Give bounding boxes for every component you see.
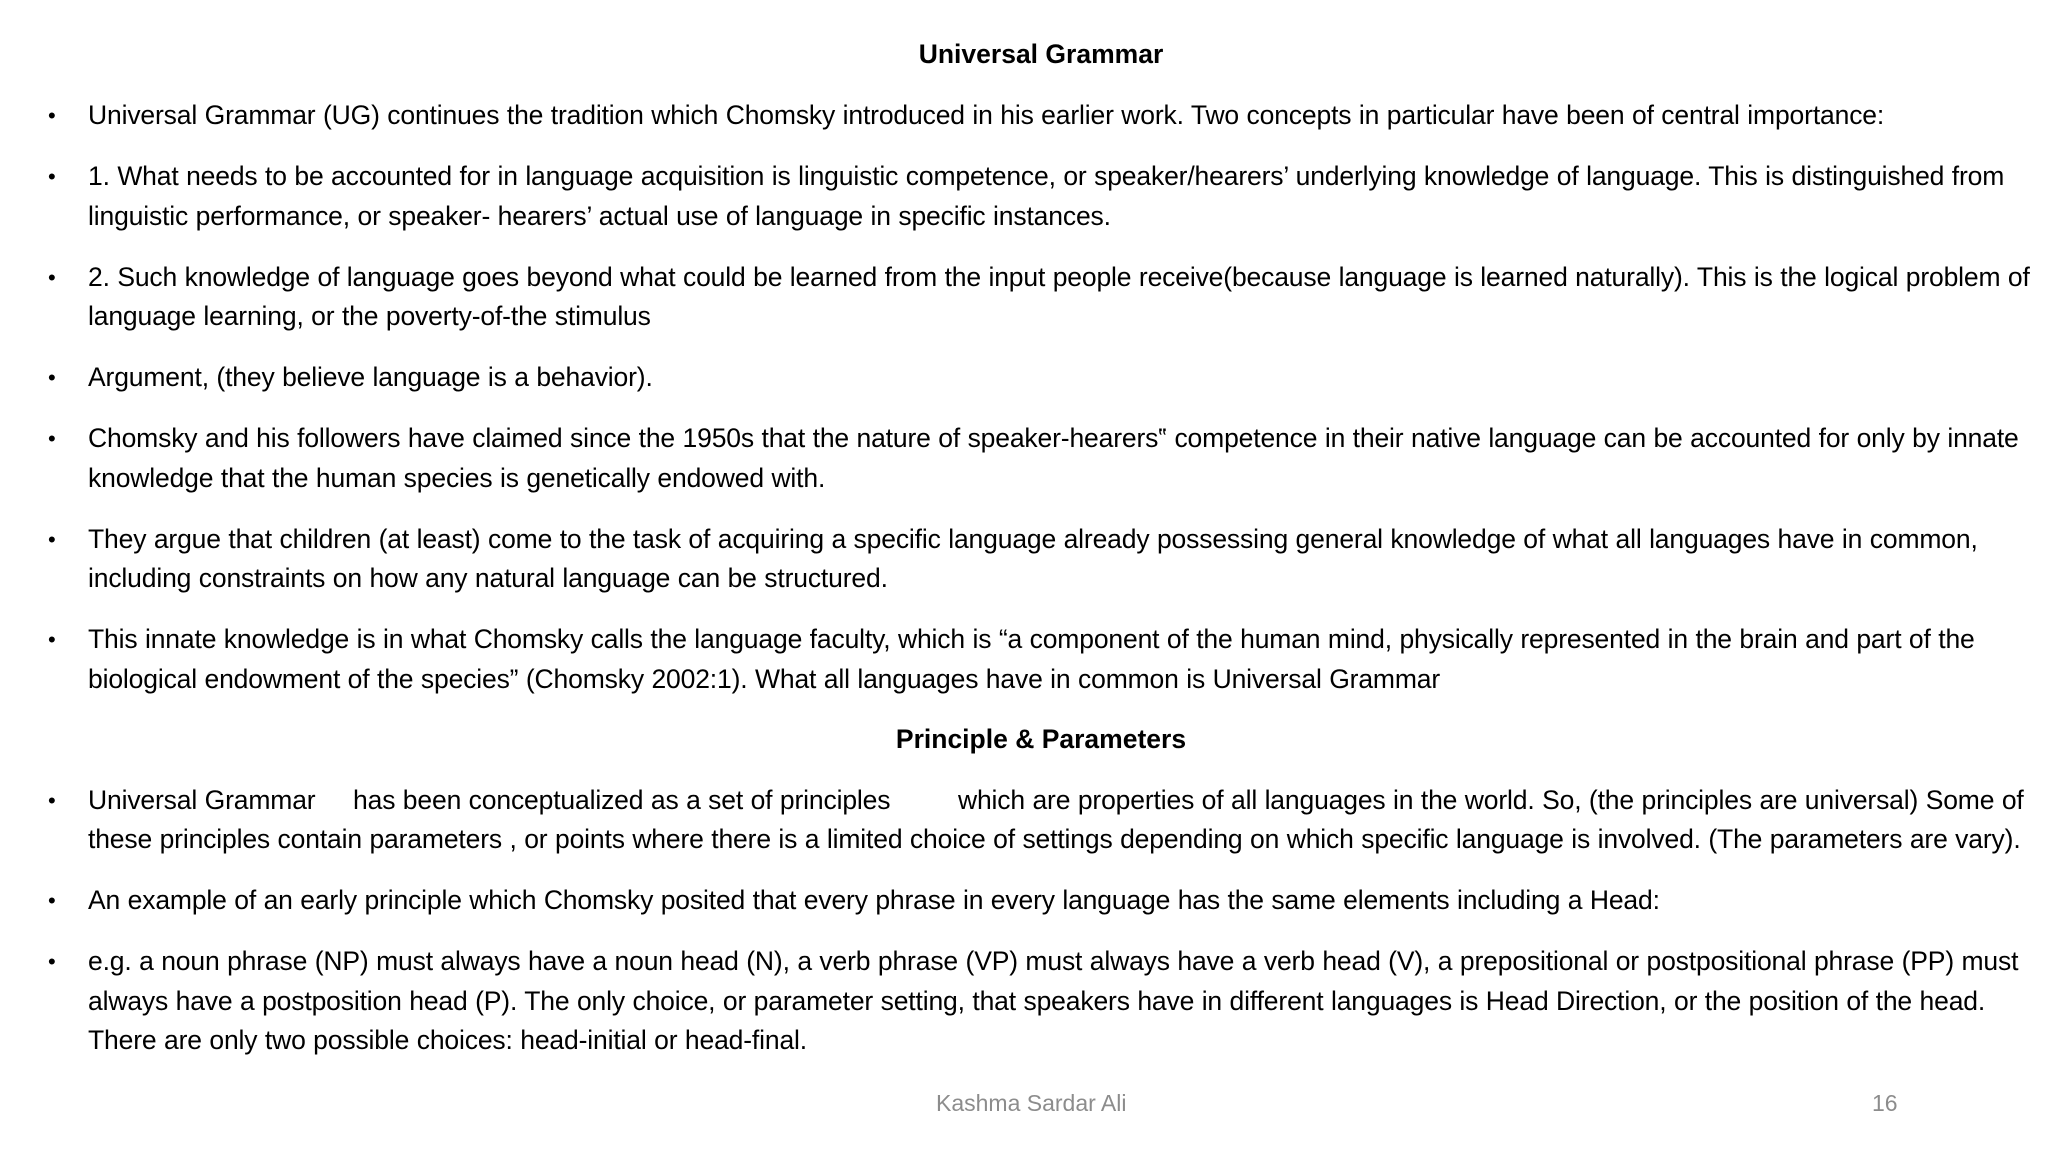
- bullet-dot-icon: •: [48, 787, 56, 813]
- bullet-text: This innate knowledge is in what Chomsky calls the language faculty, which is “a component of the human mind, physically represented in the brain and part of the biological endowment of the species” (Chomsky 2002:1). What all languages have in common is Universal Grammar: [88, 624, 1975, 694]
- slide-content: [46, 36, 2036, 1082]
- bullet-text: e.g. a noun phrase (NP) must always have a noun head (N), a verb phrase (VP) must always have a verb head (V), a prepositional or postpositional phrase (PP) must always have a postposition head (P). The only choice, or parameter setting, that speakers have in different languages is Head Direction, or the position of the head. There are only two possible choices: head-initial or head-final.: [88, 946, 2019, 1055]
- bullet-item: [46, 358, 2036, 398]
- section-subtitle: Principle & Parameters: [895, 723, 1187, 754]
- bullet-dot-icon: •: [48, 949, 56, 974]
- ug-bullet-list: [46, 96, 2036, 699]
- slide-title: Universal Grammar: [918, 39, 1164, 69]
- bullet-item: [46, 620, 2036, 699]
- bullet-item: [46, 157, 2036, 236]
- bullet-text: Universal Grammar has been conceptualized as a set of principles which are properties of all languages in the world. So, (the principles are universal) Some of these principles contain parameters , or points where there is a limited choice of settings depending on which specific language is involved. (The parameters are vary).: [88, 784, 2032, 854]
- pp-bullet-list: [46, 781, 2036, 1061]
- bullet-dot-icon: •: [48, 426, 56, 451]
- bullet-item: [46, 419, 2036, 498]
- bullet-text: 1. What needs to be accounted for in language acquisition is linguistic competence, or speaker/hearers’ underlying knowledge of language. This is distinguished from linguistic performance, or speaker- hearers’ actual use of language in specific instances.: [88, 161, 2005, 231]
- bullet-item: [46, 520, 2036, 599]
- bullet-item: [46, 96, 2036, 136]
- bullet-dot-icon: •: [48, 526, 56, 552]
- footer-author: Kashma Sardar Ali: [936, 1090, 1127, 1116]
- bullet-dot-icon: •: [48, 627, 56, 652]
- bullet-dot-icon: •: [48, 888, 56, 913]
- bullet-text: An example of an early principle which Chomsky posited that every phrase in every language has the same elements including a Head:: [88, 885, 1660, 915]
- bullet-text: Universal Grammar (UG) continues the tradition which Chomsky introduced in his earlier work. Two concepts in particular have been of central importance:: [88, 100, 1885, 130]
- page-number: 16: [1872, 1090, 1898, 1116]
- bullet-text: 2. Such knowledge of language goes beyond what could be learned from the input people receive(because language is learned naturally). This is the logical problem of language learning, or the poverty-of-the stimulus: [88, 261, 2030, 331]
- bullet-dot-icon: •: [48, 365, 56, 390]
- bullet-text: They argue that children (at least) come to the task of acquiring a specific language already possessing general knowledge of what all languages have in common, including constraints on how any natural language can be structured.: [88, 523, 1978, 593]
- bullet-text: Chomsky and his followers have claimed since the 1950s that the nature of speaker-hearers‟ competence in their native language can be accounted for only by innate knowledge that the human species is genetically endowed with.: [88, 423, 2019, 493]
- bullet-dot-icon: •: [48, 164, 56, 189]
- bullet-item: [46, 942, 2036, 1061]
- bullet-item: [46, 881, 2036, 921]
- bullet-dot-icon: •: [48, 103, 56, 128]
- bullet-item: [46, 781, 2036, 860]
- bullet-item: [46, 258, 2036, 337]
- bullet-dot-icon: •: [48, 264, 56, 290]
- bullet-text: Argument, (they believe language is a behavior).: [88, 362, 653, 392]
